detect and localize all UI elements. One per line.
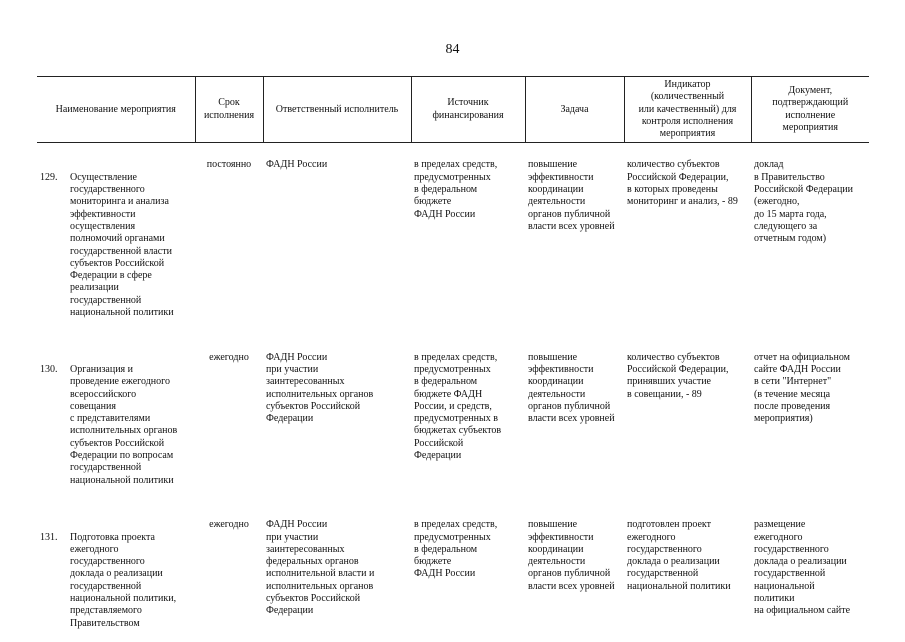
row-name: Подготовка проекта ежегодного государственного доклада о реализации государственной национальной политики, представляемого Правительством (70, 531, 177, 629)
header-executor: Ответственный исполнитель (263, 77, 411, 143)
header-document: Документ, подтверждающий исполнение мероприятия (751, 77, 869, 143)
row-indicator: количество субъектов Российской Федерации, принявших участие в совещании, - 89 (627, 351, 729, 400)
row-indicator: подготовлен проект ежегодного государственного доклада о реализации государственной национальной политики (627, 519, 731, 592)
row-number: 131. (40, 531, 58, 543)
table-row (37, 352, 869, 500)
row-name-cell (37, 352, 195, 500)
spacer-row (37, 143, 869, 160)
row-funding: в пределах средств, предусмотренных в федеральном бюджете ФАДН России (414, 519, 498, 580)
row-funding: в пределах средств, предусмотренных в федеральном бюджете ФАДН России, и средств, предусмотренных в бюджетах субъектов Российской Федерации (414, 351, 502, 462)
row-task: повышение эффективности координации деятельности органов публичной власти всех уровней (528, 519, 615, 592)
header-task: Задача (525, 77, 624, 143)
row-task: повышение эффективности координации деятельности органов публичной власти всех уровней (528, 351, 615, 425)
gap-row (37, 499, 869, 519)
table-row (37, 519, 869, 642)
gap-row (37, 332, 869, 352)
row-executor: ФАДН России (266, 159, 328, 171)
row-term: постоянно (206, 159, 252, 171)
page-number: 84 (445, 42, 460, 57)
row-term: ежегодно (209, 351, 249, 363)
header-term: Срок исполнения (195, 77, 263, 143)
table-header-row (37, 77, 869, 143)
row-number: 129. (40, 171, 58, 183)
row-name: Осуществление государственного мониторинга и анализа эффективности осуществления полномочий органами государственной власти субъектов Российской Федерации в сфере реализации государственной национальной политики (70, 171, 174, 319)
row-name-cell (37, 519, 195, 642)
row-name: Организация и проведение ежегодного всероссийского совещания с представителями исполнительных органов субъектов Российской Федерации по вопросам государственной национальной политики (70, 363, 178, 486)
header-funding: Источник финансирования (411, 77, 525, 143)
row-document: доклад в Правительство Российской Федерации (ежегодно, до 15 марта года, следующего за отчетным годом) (754, 159, 854, 245)
row-indicator: количество субъектов Российской Федерации, в которых проведены мониторинг и анализ, - 89 (627, 159, 738, 208)
row-document: отчет на официальном сайте ФАДН России в сети "Интернет" (в течение месяца после проведения мероприятия) (754, 351, 850, 425)
row-number: 130. (40, 363, 58, 375)
row-term: ежегодно (209, 519, 249, 531)
row-executor: ФАДН России при участии заинтересованных исполнительных органов субъектов Российской Федерации (266, 351, 374, 425)
row-name-cell (37, 159, 195, 331)
row-executor: ФАДН России при участии заинтересованных федеральных органов исполнительной власти и исполнительных органов субъектов Российской Федерации (266, 519, 375, 617)
row-task: повышение эффективности координации деятельности органов публичной власти всех уровней (528, 159, 615, 232)
measures-table (37, 76, 869, 642)
header-name: Наименование мероприятия (37, 77, 195, 143)
header-indicator: Индикатор (количественный или качественный) для контроля исполнения мероприятия (624, 77, 751, 143)
row-document: размещение ежегодного государственного доклада о реализации государственной национальной политики на официальном сайте (754, 519, 851, 617)
row-funding: в пределах средств, предусмотренных в федеральном бюджете ФАДН России (414, 159, 498, 220)
table-row (37, 159, 869, 331)
